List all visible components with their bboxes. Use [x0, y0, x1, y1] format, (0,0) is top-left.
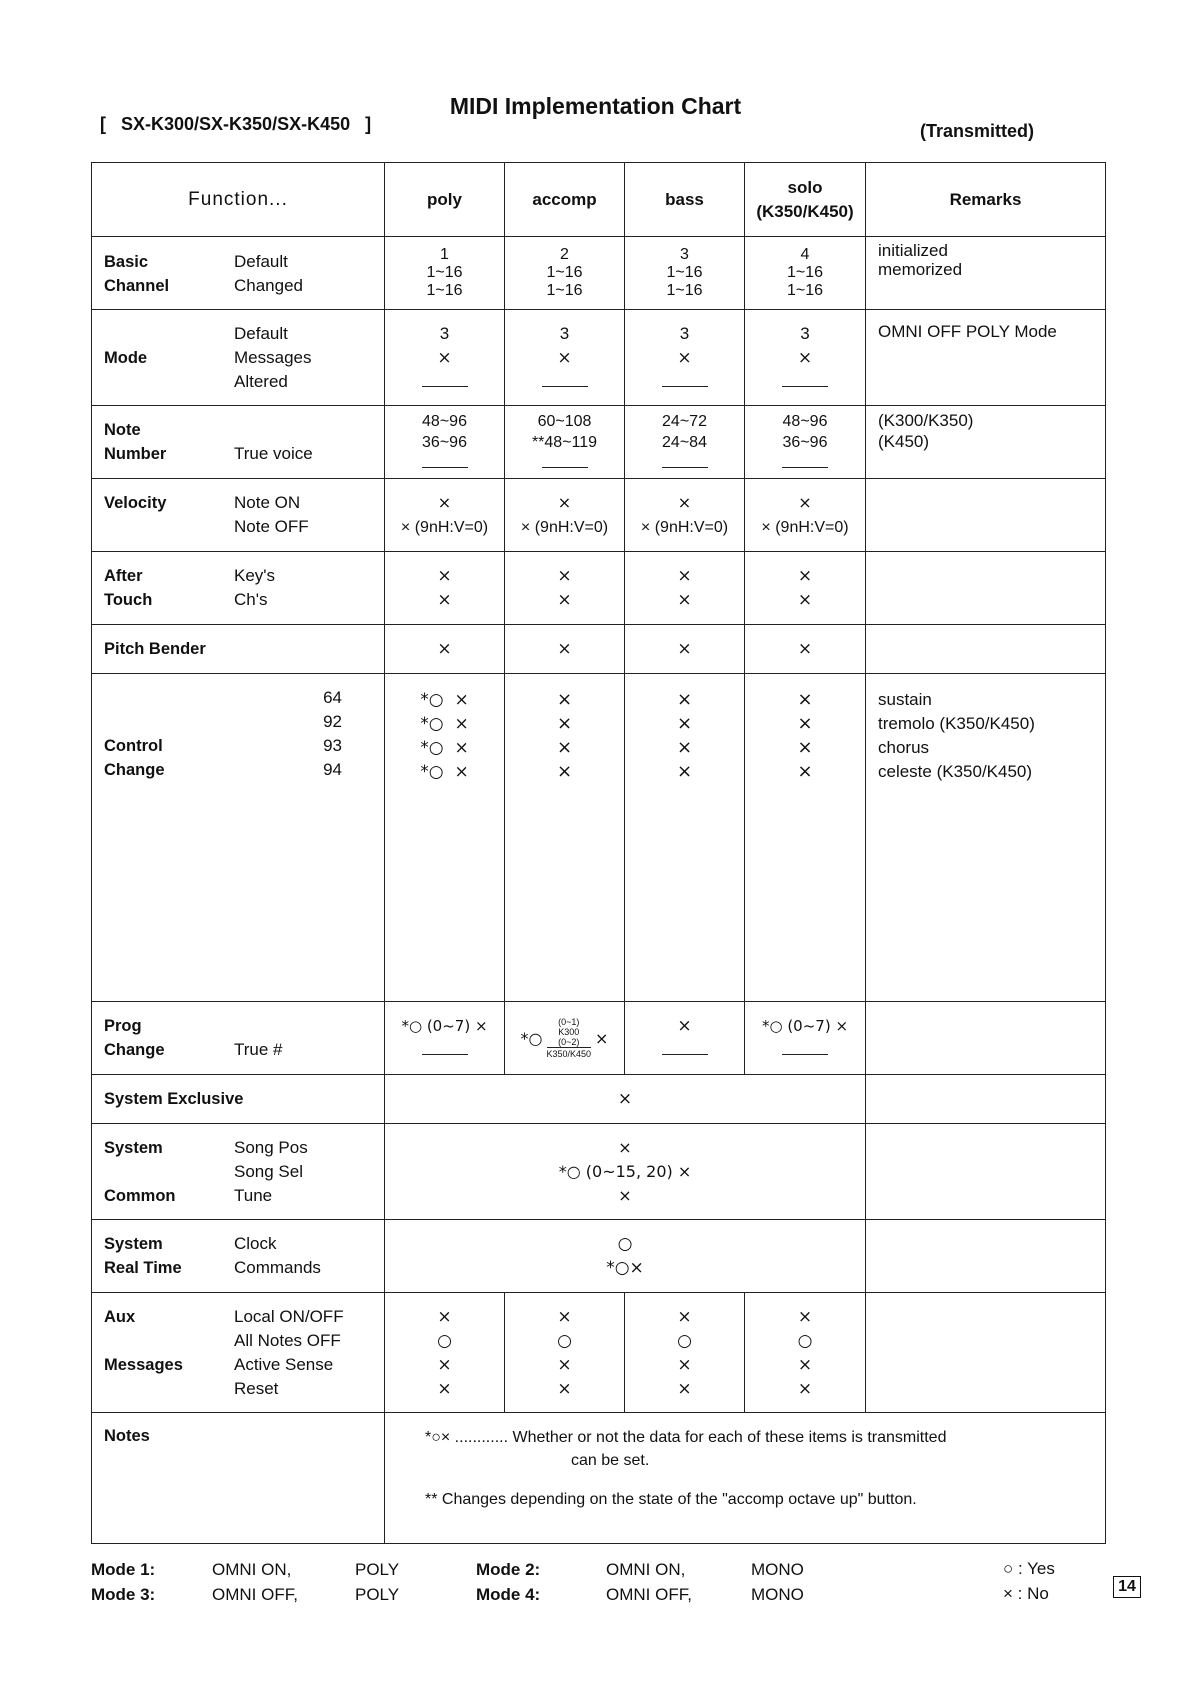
- group-label: Change: [104, 1041, 165, 1059]
- velocity-remarks: [866, 479, 1106, 552]
- mode1-omni: OMNI ON,: [212, 1560, 292, 1579]
- bass-header: bass: [625, 163, 745, 237]
- velocity-row: [92, 479, 1106, 552]
- sub-label: True #: [234, 1040, 283, 1059]
- notes-line: can be set.: [571, 1452, 650, 1469]
- system-common-row: [92, 1124, 1106, 1220]
- pitch-bender-label: Pitch Bender: [92, 625, 385, 674]
- group-label: Common: [104, 1187, 176, 1205]
- poly-after-touch: × ×: [385, 552, 505, 625]
- poly-prog-change: *○ (0~7) ×: [385, 1002, 505, 1075]
- bass-mode: 3 ×: [625, 310, 745, 406]
- sub-label: True voice: [234, 444, 313, 463]
- mode-function: [92, 310, 385, 406]
- mode2-mono: MONO: [751, 1560, 804, 1579]
- poly-aux: × ○ × ×: [385, 1293, 505, 1413]
- prog-change-row: [92, 1002, 1106, 1075]
- page-title: MIDI Implementation Chart: [449, 93, 742, 119]
- mode4-mono: MONO: [751, 1585, 804, 1604]
- notes-label: Notes: [92, 1413, 385, 1544]
- accomp-mode: 3 ×: [505, 310, 625, 406]
- system-realtime-remarks: [866, 1220, 1106, 1293]
- accomp-prog-suffix: ×: [595, 1028, 609, 1048]
- prog-change-remarks: [866, 1002, 1106, 1075]
- sub-label: Default: [234, 252, 288, 271]
- mode1-poly: POLY: [355, 1560, 400, 1579]
- solo-prog-change: *○ (0~7) ×: [745, 1002, 866, 1075]
- sub-label: Song Pos: [234, 1138, 308, 1157]
- legend-yes: ○ : Yes: [1003, 1559, 1055, 1578]
- system-exclusive-remarks: [866, 1075, 1106, 1124]
- control-change-remarks: sustain tremolo (K350/K450) chorus celeste (K350/K450): [866, 674, 1106, 1002]
- bass-control-change: × × × ×: [625, 674, 745, 1002]
- accomp-pitch-bender: ×: [505, 625, 625, 674]
- solo-channel: 4 1~16 1~16: [745, 237, 866, 310]
- group-label: Aux: [104, 1308, 136, 1326]
- aux-remarks: [866, 1293, 1106, 1413]
- accomp-channel: 2 1~16 1~16: [505, 237, 625, 310]
- notes-line: *○× ............ Whether or not the data for each of these items is transmitted: [425, 1429, 947, 1446]
- group-label: Velocity: [104, 494, 167, 512]
- system-common-remarks: [866, 1124, 1106, 1220]
- poly-pitch-bender: ×: [385, 625, 505, 674]
- aux-messages-row: [92, 1293, 1106, 1413]
- mode-row: [92, 310, 1106, 406]
- sub-label: Ch's: [234, 590, 268, 609]
- group-label: Note: [104, 421, 141, 439]
- bass-channel: 3 1~16 1~16: [625, 237, 745, 310]
- sub-label: Local ON/OFF: [234, 1307, 344, 1326]
- note-number-function: [92, 406, 385, 479]
- accomp-aux: × ○ × ×: [505, 1293, 625, 1413]
- accomp-velocity: × × (9nH:V=0): [505, 479, 625, 552]
- poly-velocity: × × (9nH:V=0): [385, 479, 505, 552]
- notes-row: [92, 1413, 1106, 1544]
- mode1-label: Mode 1:: [91, 1560, 156, 1579]
- sub-label: Key's: [234, 566, 276, 585]
- sub-label: Default: [234, 324, 288, 343]
- poly-channel: 1 1~16 1~16: [385, 237, 505, 310]
- group-label: Messages: [104, 1356, 183, 1374]
- group-label: Number: [104, 445, 167, 463]
- system-common-values: × *○ (0~15, 20) × ×: [385, 1124, 866, 1220]
- bass-note-range: 24~72 24~84: [625, 406, 745, 479]
- sub-label: Messages: [234, 348, 312, 367]
- system-common-function: [92, 1124, 385, 1220]
- accomp-prog-change: *○ (0~1) K300 (0~2) K350/K450 ×: [505, 1002, 625, 1075]
- solo-pitch-bender: ×: [745, 625, 866, 674]
- bass-velocity: × × (9nH:V=0): [625, 479, 745, 552]
- group-label: After: [104, 567, 143, 585]
- midi-implementation-table: [91, 162, 1106, 1544]
- mode3-label: Mode 3:: [91, 1585, 156, 1604]
- remarks-header: Remarks: [866, 163, 1106, 237]
- group-label: Real Time: [104, 1259, 182, 1277]
- group-label: Channel: [104, 277, 170, 295]
- bass-aux: × ○ × ×: [625, 1293, 745, 1413]
- transmitted-label: (Transmitted): [920, 121, 1035, 141]
- solo-control-change: × × × ×: [745, 674, 866, 1002]
- basic-channel-function: [92, 237, 385, 310]
- solo-header: [745, 163, 866, 237]
- sub-label: All Notes OFF: [234, 1331, 341, 1350]
- mode3-poly: POLY: [355, 1585, 400, 1604]
- control-change-row: [92, 674, 1106, 1002]
- system-realtime-values: ○ *○×: [385, 1220, 866, 1293]
- mode3-omni: OMNI OFF,: [212, 1585, 298, 1604]
- poly-header: poly: [385, 163, 505, 237]
- mode2-omni: OMNI ON,: [606, 1560, 686, 1579]
- group-label: Touch: [104, 591, 153, 609]
- velocity-function: [92, 479, 385, 552]
- poly-note-range: 48~96 36~96: [385, 406, 505, 479]
- after-touch-function: [92, 552, 385, 625]
- control-change-function: [92, 674, 385, 1002]
- sub-label: Commands: [234, 1258, 321, 1277]
- controller-number: 92: [323, 712, 342, 731]
- group-label: Control: [104, 737, 163, 755]
- controller-number: 93: [323, 736, 342, 755]
- sub-label: Note ON: [234, 493, 301, 512]
- legend-no: × : No: [1003, 1584, 1049, 1603]
- group-label: Mode: [104, 349, 148, 367]
- basic-channel-row: [92, 237, 1106, 310]
- sub-label: Clock: [234, 1234, 277, 1253]
- accomp-control-change: × × × ×: [505, 674, 625, 1002]
- sub-label: Active Sense: [234, 1355, 334, 1374]
- system-exclusive-label: System Exclusive: [92, 1075, 385, 1124]
- poly-control-change: *○ × *○ × *○ × *○ ×: [385, 674, 505, 1002]
- notes-line: ** Changes depending on the state of the "accomp octave up" button.: [425, 1491, 917, 1508]
- solo-aux: × ○ × ×: [745, 1293, 866, 1413]
- system-realtime-function: [92, 1220, 385, 1293]
- bass-prog-change: ×: [625, 1002, 745, 1075]
- page-number: 14: [1113, 1576, 1141, 1598]
- solo-sub-label: (K350/K450): [756, 201, 854, 221]
- solo-label: solo: [787, 177, 823, 197]
- mode4-label: Mode 4:: [476, 1585, 541, 1604]
- note-number-row: [92, 406, 1106, 479]
- header-row: [92, 163, 1106, 237]
- group-label: Basic: [104, 253, 149, 271]
- system-realtime-row: [92, 1220, 1106, 1293]
- prog-change-function: [92, 1002, 385, 1075]
- group-label: System: [104, 1235, 163, 1253]
- solo-note-range: 48~96 36~96: [745, 406, 866, 479]
- bass-after-touch: × ×: [625, 552, 745, 625]
- aux-messages-function: [92, 1293, 385, 1413]
- controller-number: 64: [323, 688, 342, 707]
- notes-text: [385, 1413, 1106, 1544]
- sub-label: Reset: [234, 1379, 279, 1398]
- sub-label: Altered: [234, 372, 288, 391]
- sub-label: Changed: [234, 276, 304, 295]
- system-exclusive-value: ×: [385, 1075, 866, 1124]
- solo-velocity: × × (9nH:V=0): [745, 479, 866, 552]
- mode4-omni: OMNI OFF,: [606, 1585, 692, 1604]
- system-exclusive-row: [92, 1075, 1106, 1124]
- accomp-after-touch: × ×: [505, 552, 625, 625]
- solo-mode: 3 ×: [745, 310, 866, 406]
- basic-channel-remarks: initialized memorized: [866, 237, 1106, 310]
- sub-label: Note OFF: [234, 517, 309, 536]
- after-touch-remarks: [866, 552, 1106, 625]
- solo-after-touch: × ×: [745, 552, 866, 625]
- controller-number: 94: [323, 760, 342, 779]
- mode2-label: Mode 2:: [476, 1560, 541, 1579]
- note-number-remarks: (K300/K350) (K450): [866, 406, 1106, 479]
- group-label: System: [104, 1139, 163, 1157]
- sub-label: Song Sel: [234, 1162, 303, 1181]
- bass-pitch-bender: ×: [625, 625, 745, 674]
- pitch-bender-row: [92, 625, 1106, 674]
- mode-remarks: OMNI OFF POLY Mode: [866, 310, 1106, 406]
- function-header: Function...: [92, 163, 385, 237]
- accomp-prog-prefix: *○: [520, 1028, 543, 1048]
- group-label: Change: [104, 761, 165, 779]
- sub-label: Tune: [234, 1186, 273, 1205]
- accomp-header: accomp: [505, 163, 625, 237]
- model-label: [ SX-K300/SX-K350/SX-K450 ]: [100, 114, 372, 134]
- after-touch-row: [92, 552, 1106, 625]
- poly-mode: 3 ×: [385, 310, 505, 406]
- group-label: Prog: [104, 1017, 142, 1035]
- accomp-note-range: 60~108 **48~119: [505, 406, 625, 479]
- pitch-bender-remarks: [866, 625, 1106, 674]
